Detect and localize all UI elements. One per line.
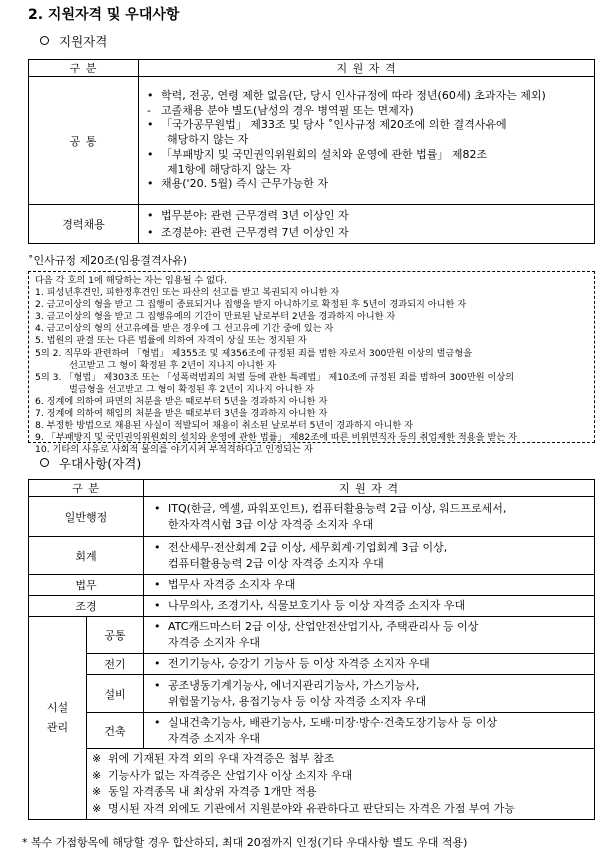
table2-header-category: 구 분 xyxy=(29,480,144,497)
remark-text: 명시된 자격 외에도 기관에서 지원분야와 유관하다고 판단되는 자격은 가점 부여 가능 xyxy=(108,801,515,815)
facility-row-content xyxy=(144,654,595,675)
table1-header-category: 구 분 xyxy=(29,60,139,77)
qualification-text: 채용('20. 5월) 즉시 근무가능한 자 xyxy=(161,177,328,191)
facility-row-content xyxy=(144,675,595,713)
bullet-icon: • xyxy=(154,620,161,633)
qualification-text: 「국가공무원법」 제33조 및 당사 ˚인사규정 제20조에 의한 결격사유에 xyxy=(161,118,507,132)
preference-line xyxy=(154,694,594,710)
table1-header-qualification: 지 원 자 격 xyxy=(139,60,595,77)
qualification-line xyxy=(147,207,594,224)
table2-row-content xyxy=(144,575,595,596)
preference-text: 전산세무·전산회계 2급 이상, 세무회계·기업회계 3급 이상, xyxy=(168,540,448,554)
note-line: 8. 부정한 방법으로 채용된 사실이 적발되어 채용이 취소된 날로부터 5년이 경과하지 아니한 자 xyxy=(35,420,414,432)
preference-line xyxy=(154,517,594,533)
qualification-table xyxy=(28,59,595,244)
qualification-text: 고졸채용 분야 별도(남성의 경우 병역필 또는 면제자) xyxy=(161,103,414,117)
preference-line xyxy=(154,619,594,635)
facility-row-label: 설비 xyxy=(87,675,144,713)
note-line: 3. 금고이상의 형을 받고 그 집행유예의 기간이 만료된 날로부터 2년을 경과하지 아니한 자 xyxy=(35,311,396,323)
bullet-icon: • xyxy=(154,715,161,729)
table1-row-content xyxy=(139,205,595,244)
note-line: 선고받고 그 형이 확정된 후 2년이 지나지 아니한 자 xyxy=(69,359,276,371)
preference-text: 공조냉동기계기능사, 에너지관리기능사, 가스기능사, xyxy=(168,678,420,692)
table1-row-label: 공 통 xyxy=(29,77,139,205)
preference-line xyxy=(154,556,594,572)
preference-line xyxy=(154,656,594,672)
qualification-text: 학력, 전공, 연령 제한 없음(단, 당시 인사규정에 따라 정년(60세) 초과자는 제외) xyxy=(161,88,546,102)
table2-row-content xyxy=(144,497,595,537)
remark-text: 동일 자격종목 내 최상위 자격증 1개만 적용 xyxy=(108,785,317,798)
bullet-icon: • xyxy=(147,209,154,222)
qualification-line xyxy=(147,224,594,241)
preference-line xyxy=(154,678,594,694)
qualification-text: 해당하지 않는 자 xyxy=(167,133,249,147)
bullet-icon: • xyxy=(147,118,154,132)
facility-row-label: 전기 xyxy=(87,654,144,675)
circle-bullet-icon xyxy=(40,458,49,467)
table1-row-content xyxy=(139,77,595,205)
note-line: 10. 기타의 사유로 사회적 물의를 야기시켜 부적격하다고 인정되는 자 xyxy=(35,444,313,456)
table2-row-content xyxy=(144,596,595,617)
note-line: 6. 징계에 의하여 파면의 처분을 받은 때로부터 5년을 경과하지 아니한 자 xyxy=(35,395,328,407)
bullet-icon: • xyxy=(154,540,161,554)
qualification-line xyxy=(147,104,594,119)
bullet-icon: • xyxy=(147,226,154,239)
qualification-line xyxy=(147,118,594,133)
qualification-line xyxy=(147,177,594,192)
bullet-icon: • xyxy=(154,578,161,591)
facility-row-content xyxy=(144,617,595,654)
table2-row-label: 조경 xyxy=(29,596,144,617)
note-title: ˚인사규정 제20조(임용결격사유) xyxy=(28,254,188,267)
preference-text: 나무의사, 조경기사, 식물보호기사 등 이상 자격증 소지자 우대 xyxy=(168,599,466,612)
remarks-cell xyxy=(87,749,595,820)
facility-row-content xyxy=(144,713,595,749)
note-line: 5의 2. 직무와 관련하여 「형법」 제355조 및 제356조에 규정된 죄를 범한 자로서 300만원 이상의 벌금형을 xyxy=(35,347,473,359)
subsection-title-qualifications: 지원자격 xyxy=(40,32,107,50)
qualification-text: 법무분야: 관련 근무경력 3년 이상인 자 xyxy=(161,209,349,222)
preference-line xyxy=(154,598,594,614)
preference-text: 전기기능사, 승강기 기능사 등 이상 자격증 소지자 우대 xyxy=(168,657,430,670)
remark-line xyxy=(92,801,594,818)
note-line: 벌금형을 선고받고 그 형이 확정된 후 2년이 지나지 아니한 자 xyxy=(69,383,315,395)
note-line: 다음 각 호의 1에 해당하는 자는 임용될 수 없다. xyxy=(35,275,227,286)
subsection-title-preferences: 우대사항(자격) xyxy=(40,454,141,472)
table2-row-content xyxy=(144,537,595,575)
bullet-icon: • xyxy=(154,599,161,612)
circle-bullet-icon xyxy=(40,36,49,45)
bullet-icon: • xyxy=(154,678,161,692)
table2-row-label: 법무 xyxy=(29,575,144,596)
reference-mark-icon: ※ xyxy=(92,801,102,815)
dash-icon: - xyxy=(147,103,151,117)
qualification-text: 조경분야: 관련 근무경력 7년 이상인 자 xyxy=(161,226,349,239)
facility-row-label: 공통 xyxy=(87,617,144,654)
preference-table xyxy=(28,479,595,820)
table2-row-label: 회계 xyxy=(29,537,144,575)
preference-text: 법무사 자격증 소지자 우대 xyxy=(168,578,296,591)
reference-mark-icon: ※ xyxy=(92,768,102,782)
preference-text: 자격증 소지자 우대 xyxy=(168,731,261,745)
qualification-line xyxy=(147,163,594,178)
qualification-text: 제1항에 해당하지 않는 자 xyxy=(167,162,291,176)
note-line: 2. 금고이상의 형을 받고 그 집행이 종료되거나 집행을 받지 아니하기로 확정된 후 5년이 경과되지 아니한 자 xyxy=(35,299,467,311)
qualification-line xyxy=(147,89,594,104)
disqualification-note-box xyxy=(28,271,595,456)
table2-header-qualification: 지 원 자 격 xyxy=(144,480,595,497)
bullet-icon: • xyxy=(147,88,154,102)
preference-line xyxy=(154,540,594,556)
preference-line xyxy=(154,501,594,517)
note-line: 9. 「부패방지 및 국민권익위원회의 설치와 운영에 관한 법률」 제82조에 따른 비위면직자 등의 취업제한 적용을 받는 자 xyxy=(35,432,518,444)
qualification-line xyxy=(147,148,594,163)
preference-line xyxy=(154,715,594,731)
preference-text: 위험물기능사, 용접기능사 등 이상 자격증 소지자 우대 xyxy=(168,694,427,708)
bullet-icon: • xyxy=(147,177,154,191)
reference-mark-icon: ※ xyxy=(92,752,102,765)
preference-text: ITQ(한글, 엑셀, 파워포인트), 컴퓨터활용능력 2급 이상, 워드프로세서, xyxy=(168,501,507,515)
preference-text: 컴퓨터활용능력 2급 이상 자격증 소지자 우대 xyxy=(168,556,384,570)
note-line: 7. 징계에 의하여 해임의 처분을 받은 때로부터 3년을 경과하지 아니한 자 xyxy=(35,408,328,420)
facility-row-label: 건축 xyxy=(87,713,144,749)
qualification-text: 「부패방지 및 국민권익위원회의 설치와 운영에 관한 법률」 제82조 xyxy=(161,147,488,161)
preference-line xyxy=(154,635,594,651)
preference-text: 한자자격시험 3급 이상 자격증 소지자 우대 xyxy=(168,517,374,531)
note-line: 5. 법원의 판결 또는 다른 법률에 의하여 자격이 상실 또는 정지된 자 xyxy=(35,335,307,347)
footer-note: * 복수 가점항목에 해당할 경우 합산하되, 최대 20점까지 인정(기타 우대사항 별도 우대 적용) xyxy=(22,836,468,849)
facility-management-label: 시설 관리 xyxy=(29,617,87,820)
note-line: 5의 3. 「형법」 제303조 또는 「성폭력범죄의 처벌 등에 관한 특례법」 제10조에 규정된 죄를 범하여 300만원 이상의 xyxy=(35,371,515,383)
bullet-icon: • xyxy=(154,501,161,515)
bullet-icon: • xyxy=(154,657,161,670)
table2-row-label: 일반행정 xyxy=(29,497,144,537)
section-heading: 2. 지원자격 및 우대사항 xyxy=(28,7,180,23)
preference-text: 자격증 소지자 우대 xyxy=(168,636,261,649)
qualification-line xyxy=(147,133,594,148)
remark-text: 위에 기재된 자격 외의 우대 자격증은 첨부 참조 xyxy=(108,752,335,765)
remark-text: 기능사가 없는 자격증은 산업기사 이상 소지자 우대 xyxy=(108,768,353,782)
note-line: 1. 피성년후견인, 피한정후견인 또는 파산의 선고를 받고 복권되지 아니한 자 xyxy=(35,287,340,299)
remark-line xyxy=(92,768,594,785)
remark-line xyxy=(92,784,594,801)
remark-line xyxy=(92,751,594,768)
note-line: 4. 금고이상의 형의 선고유예를 받은 경우에 그 선고유예 기간 중에 있는 자 xyxy=(35,323,334,335)
preference-text: ATC캐드마스터 2급 이상, 산업안전산업기사, 주택관리사 등 이상 xyxy=(168,620,479,633)
reference-mark-icon: ※ xyxy=(92,785,102,798)
preference-text: 실내건축기능사, 배관기능사, 도배·미장·방수·건축도장기능사 등 이상 xyxy=(168,715,497,729)
preference-line xyxy=(154,577,594,593)
preference-line xyxy=(154,731,594,747)
table1-row-label: 경력채용 xyxy=(29,205,139,244)
bullet-icon: • xyxy=(147,147,154,161)
